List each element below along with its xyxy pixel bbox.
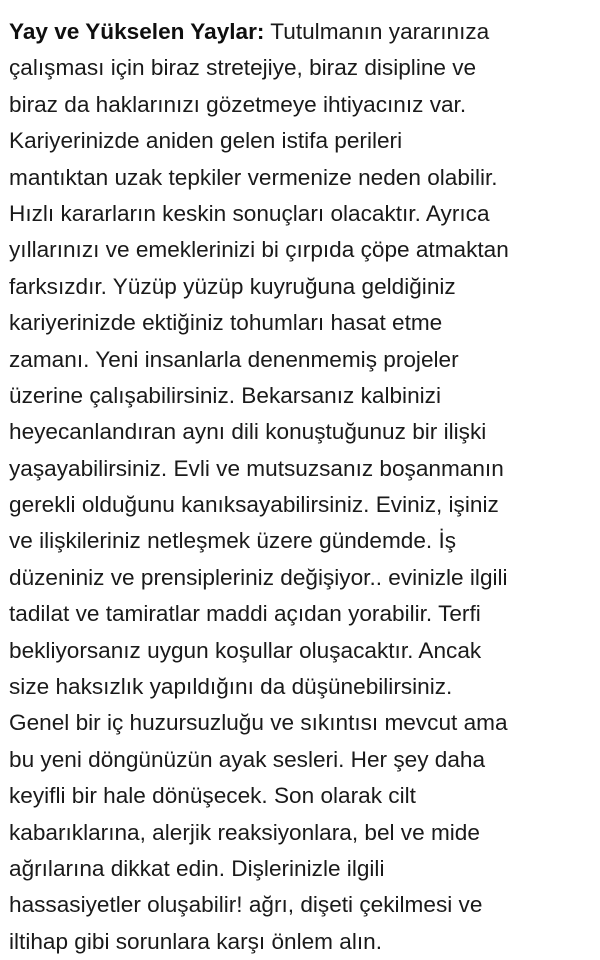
post-line: keyifli bir hale dönüşecek. Son olarak cilt (9, 783, 416, 809)
post-text (0, 14, 600, 960)
post-line: bekliyorsanız uygun koşullar oluşacaktır. Ancak (9, 637, 482, 663)
post-line: Hızlı kararların keskin sonuçları olacaktır. Ayrıca (9, 200, 490, 226)
post-line: Genel bir iç huzursuzluğu ve sıkıntısı mevcut ama (9, 710, 508, 736)
post-line-1 (0, 14, 600, 50)
post-line: hassasiyetler oluşabilir! ağrı, dişeti çekilmesi ve (9, 892, 483, 918)
post-line: zamanı. Yeni insanlarla denenmemiş projeler (9, 346, 459, 372)
post-line: düzeniniz ve prensipleriniz değişiyor.. evinizle ilgili (9, 564, 508, 590)
post-line: farksızdır. Yüzüp yüzüp kuyruğuna geldiğiniz (9, 273, 456, 299)
post-line: mantıktan uzak tepkiler vermenize neden olabilir. (9, 164, 498, 190)
post-line: çalışması için biraz stretejiye, biraz disipline ve (9, 55, 477, 81)
post-line: kabarıklarına, alerjik reaksiyonlara, bel ve mide (9, 819, 480, 845)
post-line: bu yeni döngünüzün ayak sesleri. Her şey daha (9, 746, 486, 772)
post-line: kariyerinizde ektiğiniz tohumları hasat etme (9, 310, 443, 336)
post-line: üzerine çalışabilirsiniz. Bekarsanız kalbinizi (9, 382, 441, 408)
post-line: Kariyerinizde aniden gelen istifa perileri (9, 128, 403, 154)
post-line: gerekli olduğunu kanıksayabilirsiniz. Eviniz, işiniz (9, 492, 499, 518)
post-line: heyecanlandıran aynı dili konuştuğunuz bir ilişki (9, 419, 487, 445)
post-line: yaşayabilirsiniz. Evli ve mutsuzsanız boşanmanın (9, 455, 504, 481)
post-line: tadilat ve tamiratlar maddi açıdan yorabilir. Terfi (9, 601, 481, 627)
post-line: biraz da haklarınızı gözetmeye ihtiyacınız var. (9, 91, 467, 117)
post-line: yıllarınızı ve emeklerinizi bi çırpıda çöpe atmaktan (9, 237, 509, 263)
post-line: size haksızlık yapıldığını da düşünebilirsiniz. (9, 674, 453, 700)
post-line-1-text: Tutulmanın yararınıza (264, 19, 490, 44)
post-line: ağrılarına dikkat edin. Dişlerinizle ilgili (9, 855, 385, 881)
post-line: ve ilişkileriniz netleşmek üzere gündemde. İş (9, 528, 457, 554)
post-heading: Yay ve Yükselen Yaylar: (9, 19, 265, 44)
post-line: iltihap gibi sorunlara karşı önlem alın. (9, 928, 382, 954)
